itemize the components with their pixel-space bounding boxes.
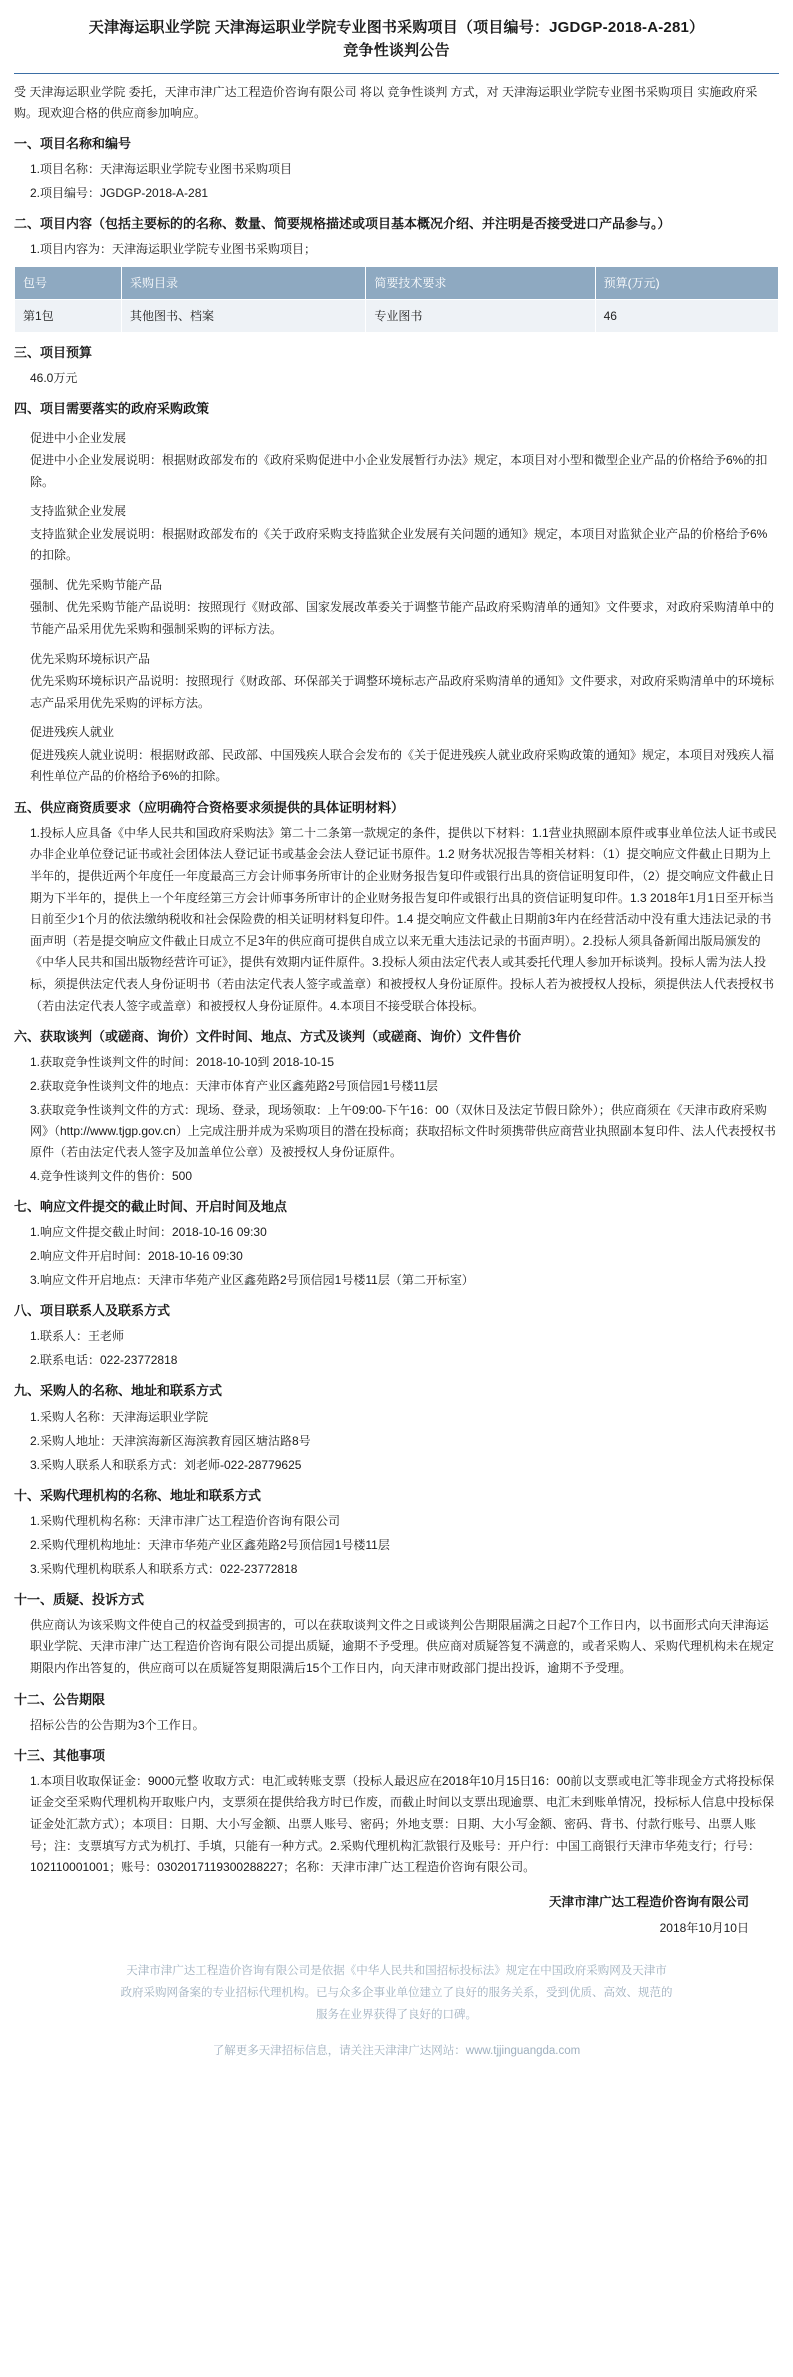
intro-paragraph: 受 天津海运职业学院 委托，天津市津广达工程造价咨询有限公司 将以 竞争性谈判 方式，对 天津海运职业学院专业图书采购项目 实施政府采购。现欢迎合格的供应商参加响应。 xyxy=(14,84,758,120)
section-10-item: 3.采购代理机构联系人和联系方式：022-23772818 xyxy=(30,1561,298,1576)
section-12-heading: 十二、公告期限 xyxy=(14,1691,106,1707)
section-6-heading: 六、获取谈判（或磋商、询价）文件时间、地点、方式及谈判（或磋商、询价）文件售价 xyxy=(14,1029,522,1045)
section-6-item: 2.获取竞争性谈判文件的地点：天津市体育产业区鑫苑路2号顶信园1号楼11层 xyxy=(30,1079,438,1094)
section-1-heading: 一、项目名称和编号 xyxy=(14,135,132,151)
footer-line-1: 天津市津广达工程造价咨询有限公司是依据《中华人民共和国招标投标法》规定在中国政府采购网及天津市 xyxy=(126,1965,667,1978)
section-2-lead: 1.项目内容为：天津海运职业学院专业图书采购项目； xyxy=(30,241,317,256)
footer-line-3: 服务在业界获得了良好的口碑。 xyxy=(316,2009,477,2022)
section-13-item: 1.本项目收取保证金：9000元整 收取方式：电汇或转账支票（投标人最迟应在2018年10月15日16：00前以支票或电汇等非现金方式将投标保证金交至采购代理机构开取账户内，支票须在提供给我方时已作废，而截止时间以支票出现逾票、电汇未到账单情况，投标标人信息中投标保证金处汇款方式）；本项目：日期、大小写金额、出票人账号、密码；外地支票：日期、大小写金额、密码、背书、付款行账号、出票人账号；注：支票填写方式为机打、手填，只能有一种方式。2.采购代理机构汇款银行及账号：开户行：中国工商银行天津市华苑支行；行号：102110001001；账号：0302017119300288227；名称：天津市津广达工程造价咨询有限公司。 xyxy=(30,1773,775,1875)
section-6-item: 1.获取竞争性谈判文件的时间：2018-10-10到 2018-10-15 xyxy=(30,1055,335,1070)
title-divider xyxy=(14,73,779,74)
section-9-item: 1.采购人名称：天津海运职业学院 xyxy=(30,1409,209,1424)
section-9-item: 2.采购人地址：天津滨海新区海滨教育园区塘沽路8号 xyxy=(30,1433,311,1448)
section-11-heading: 十一、质疑、投诉方式 xyxy=(14,1591,145,1607)
section-7-heading: 七、响应文件提交的截止时间、开启时间及地点 xyxy=(14,1199,288,1215)
section-6-item: 3.获取竞争性谈判文件的方式：现场、登录，现场领取：上午09:00-下午16：00（双休日及法定节假日除外）；供应商须在《天津市政府采购网》（http://www.tjgp.gov.cn）上完成注册并成为采购项目的潜在投标商；获取招标文件时须携带供应商营业执照副本复印件、法人代表授权书原件（若由法定代表人签字及加盖单位公章）及被授权人身份证原件。 xyxy=(30,1103,776,1160)
footer-site-link[interactable]: 了解更多天津招标信息，请关注天津津广达网站：www.tjjinguangda.com xyxy=(212,2044,581,2057)
table-header-row xyxy=(15,266,779,299)
signature-date: 2018年10月10日 xyxy=(659,1921,749,1936)
table-cell-catalog: 其他图书、档案 xyxy=(121,299,365,332)
section-7-item: 3.响应文件开启地点：天津市华苑产业区鑫苑路2号顶信园1号楼11层（第二开标室） xyxy=(30,1273,474,1288)
table-header-cell: 采购目录 xyxy=(121,266,365,299)
table-header-cell: 简要技术要求 xyxy=(366,266,595,299)
table-header-cell: 包号 xyxy=(15,266,122,299)
section-1-item: 1.项目名称：天津海运职业学院专业图书采购项目 xyxy=(30,161,293,176)
section-5-heading: 五、供应商资质要求（应明确符合资格要求须提供的具体证明材料） xyxy=(14,799,405,815)
section-5-item: 1.投标人应具备《中华人民共和国政府采购法》第二十二条第一款规定的条件，提供以下材料：1.1营业执照副本原件或事业单位法人证书或民办非企业单位登记证书或社会团体法人登记证书或基金会法人登记证书原件。1.2 财务状况报告等相关材料：（1）提交响应文件截止日期为上半年的，提供近两个年度任一年度最高三方会计师事务所审计的企业财务报告复印件或银行出具的资信证明复印件，（2）提交响应文件截止日期为下半年的，提供上一个年度经第三方会计师事务所审计的企业财务报告复印件或银行出具的资信证明复印件。1.3 2018年1月1日至开标当日前至少1个月的依法缴纳税收和社会保险费的相关证明材料复印件。1.4 提交响应文件截止日期前3年内在经营活动中没有重大违法记录的书面声明（若是提交响应文件截止日成立不足3年的供应商可提供自成立以来无重大违法记录的书面声明）。2.投标人须具备新闻出版局颁发的《中华人民共和国出版物经营许可证》，提供有效期内证件原件。3.投标人须由法定代表人或其委托代理人参加开标谈判。投标人需为法人投标，须提供法定代表人身份证明书（若由法定代表人签字或盖章）和被授权人身份证原件。投标人若为被授权人投标，须提供法人代表授权书（若由法定代表人签字或盖章）和被授权人身份证原件。4.本项目不接受联合体投标。 xyxy=(30,825,777,1013)
bid-package-table xyxy=(14,266,779,333)
footer-line-2: 政府采购网备案的专业招标代理机构。已与众多企事业单位建立了良好的服务关系，受到优质、高效、规范的 xyxy=(120,1987,673,2000)
section-12-item: 招标公告的公告期为3个工作日。 xyxy=(30,1717,205,1732)
section-11-item: 供应商认为该采购文件使自己的权益受到损害的，可以在获取谈判文件之日或谈判公告期限届满之日起7个工作日内，以书面形式向天津海运职业学院、天津市津广达工程造价咨询有限公司提出质疑，逾期不予受理。供应商对质疑答复不满意的，或者采购人、采购代理机构未在规定期限内作出答复的，供应商可以在质疑答复期限满后15个工作日内，向天津市财政部门提出投诉，逾期不予受理。 xyxy=(30,1617,775,1675)
policy-body: 促进残疾人就业说明：根据财政部、民政部、中国残疾人联合会发布的《关于促进残疾人就业政府采购政策的通知》规定，本项目对残疾人福利性单位产品的价格给予6%的扣除。 xyxy=(30,747,775,784)
section-10-item: 2.采购代理机构地址：天津市华苑产业区鑫苑路2号顶信园1号楼11层 xyxy=(30,1537,390,1552)
section-9-heading: 九、采购人的名称、地址和联系方式 xyxy=(14,1383,223,1399)
section-9-item: 3.采购人联系人和联系方式：刘老师-022-28779625 xyxy=(30,1457,302,1472)
signature-organization: 天津市津广达工程造价咨询有限公司 xyxy=(548,1894,749,1909)
title-line-2: 竞争性谈判公告 xyxy=(343,42,450,60)
policy-body: 优先采购环境标识产品说明：按照现行《财政部、环保部关于调整环境标志产品政府采购清单的通知》文件要求，对政府采购清单中的环境标志产品采用优先采购的评标方法。 xyxy=(30,674,775,710)
policy-body: 强制、优先采购节能产品说明：按照现行《财政部、国家发展改革委关于调整节能产品政府采购清单的通知》文件要求，对政府采购清单中的节能产品采用优先采购和强制采购的评标方法。 xyxy=(30,600,775,637)
section-3-item: 46.0万元 xyxy=(30,370,78,385)
section-8-item: 1.联系人：王老师 xyxy=(30,1329,125,1344)
policy-title: 促进中小企业发展 xyxy=(30,430,127,445)
section-3-heading: 三、项目预算 xyxy=(14,344,93,360)
section-7-item: 1.响应文件提交截止时间：2018-10-16 09:30 xyxy=(30,1225,267,1240)
policy-body: 支持监狱企业发展说明：根据财政部发布的《关于政府采购支持监狱企业发展有关问题的通知》规定，本项目对监狱企业产品的价格给予6%的扣除。 xyxy=(30,526,768,563)
table-header-cell: 预算(万元) xyxy=(595,266,778,299)
table-cell-budget: 46 xyxy=(595,299,778,332)
table-cell-tech-requirement: 专业图书 xyxy=(366,299,595,332)
section-8-item: 2.联系电话：022-23772818 xyxy=(30,1353,178,1368)
table-cell-package-no: 第1包 xyxy=(15,299,122,332)
policy-title: 优先采购环境标识产品 xyxy=(30,651,151,666)
section-10-item: 1.采购代理机构名称：天津市津广达工程造价咨询有限公司 xyxy=(30,1513,341,1528)
page-title xyxy=(14,16,779,63)
policy-body: 促进中小企业发展说明：根据财政部发布的《政府采购促进中小企业发展暂行办法》规定，本项目对小型和微型企业产品的价格给予6%的扣除。 xyxy=(30,453,768,489)
page-footer xyxy=(0,1951,793,2068)
section-2-heading: 二、项目内容（包括主要标的的名称、数量、简要规格描述或项目基本概况介绍、并注明是否接受进口产品参与。） xyxy=(14,215,671,231)
section-6-item: 4.竞争性谈判文件的售价：500 xyxy=(30,1169,193,1184)
policy-title: 促进残疾人就业 xyxy=(30,725,115,740)
section-1-item: 2.项目编号：JGDGP-2018-A-281 xyxy=(30,185,209,200)
title-line-1: 天津海运职业学院 天津海运职业学院专业图书采购项目（项目编号：JGDGP-2018-A-281） xyxy=(88,19,705,36)
policy-title: 强制、优先采购节能产品 xyxy=(30,578,163,593)
section-13-heading: 十三、其他事项 xyxy=(14,1747,106,1763)
section-4-heading: 四、项目需要落实的政府采购政策 xyxy=(14,400,210,416)
table-row xyxy=(15,299,779,332)
section-7-item: 2.响应文件开启时间：2018-10-16 09:30 xyxy=(30,1249,243,1264)
policy-title: 支持监狱企业发展 xyxy=(30,504,127,519)
section-8-heading: 八、项目联系人及联系方式 xyxy=(14,1303,171,1319)
section-10-heading: 十、采购代理机构的名称、地址和联系方式 xyxy=(14,1487,262,1503)
